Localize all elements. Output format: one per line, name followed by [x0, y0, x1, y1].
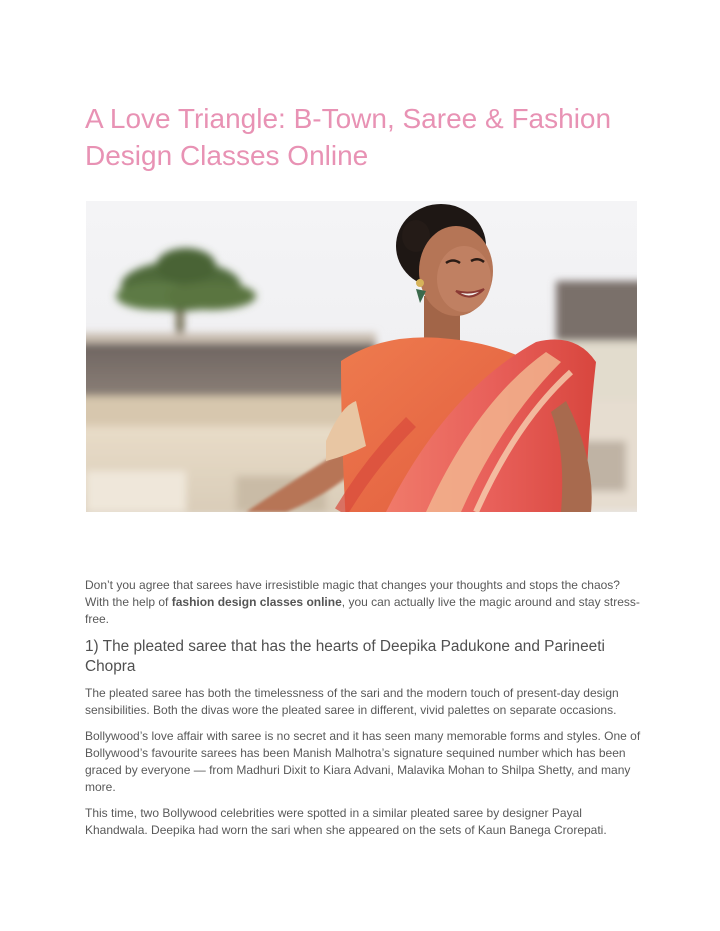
paragraph: This time, two Bollywood celebrities were spotted in a similar pleated saree by designer Payal Khandwala. Deepika had worn the sari when she appeared on the sets of Kaun Banega Crorepati.: [85, 806, 607, 837]
paragraph: The pleated saree has both the timelessness of the sari and the modern touch of present-day design sensibilities. Both the divas wore the pleated saree in different, vivid palettes on separate occasions.: [85, 686, 619, 717]
fashion-design-classes-link: fashion design classes online: [171, 595, 342, 609]
paragraph: Bollywood’s love affair with saree is no secret and it has seen many memorable forms and styles. One of Bollywood’s favourite sarees has been Manish Malhotra’s signature sequined number which has been graced by everyone — from Madhuri Dixit to Kiara Advani, Malavika Mohan to Shilpa Shetty, and many more.: [85, 729, 641, 794]
article-body: [85, 577, 645, 848]
intro-paragraph: Don’t you agree that sarees have irresistible magic that changes your thoughts and stops the chaos? With the help of fashion design classes online, you can actually live the magic around and stay stress-free.: [85, 578, 640, 626]
article-title: A Love Triangle: B-Town, Saree & Fashion Design Classes Online: [85, 103, 612, 171]
hero-photo: [86, 201, 637, 512]
section-heading: 1) The pleated saree that has the hearts of Deepika Padukone and Parineeti Chopra: [85, 638, 605, 675]
